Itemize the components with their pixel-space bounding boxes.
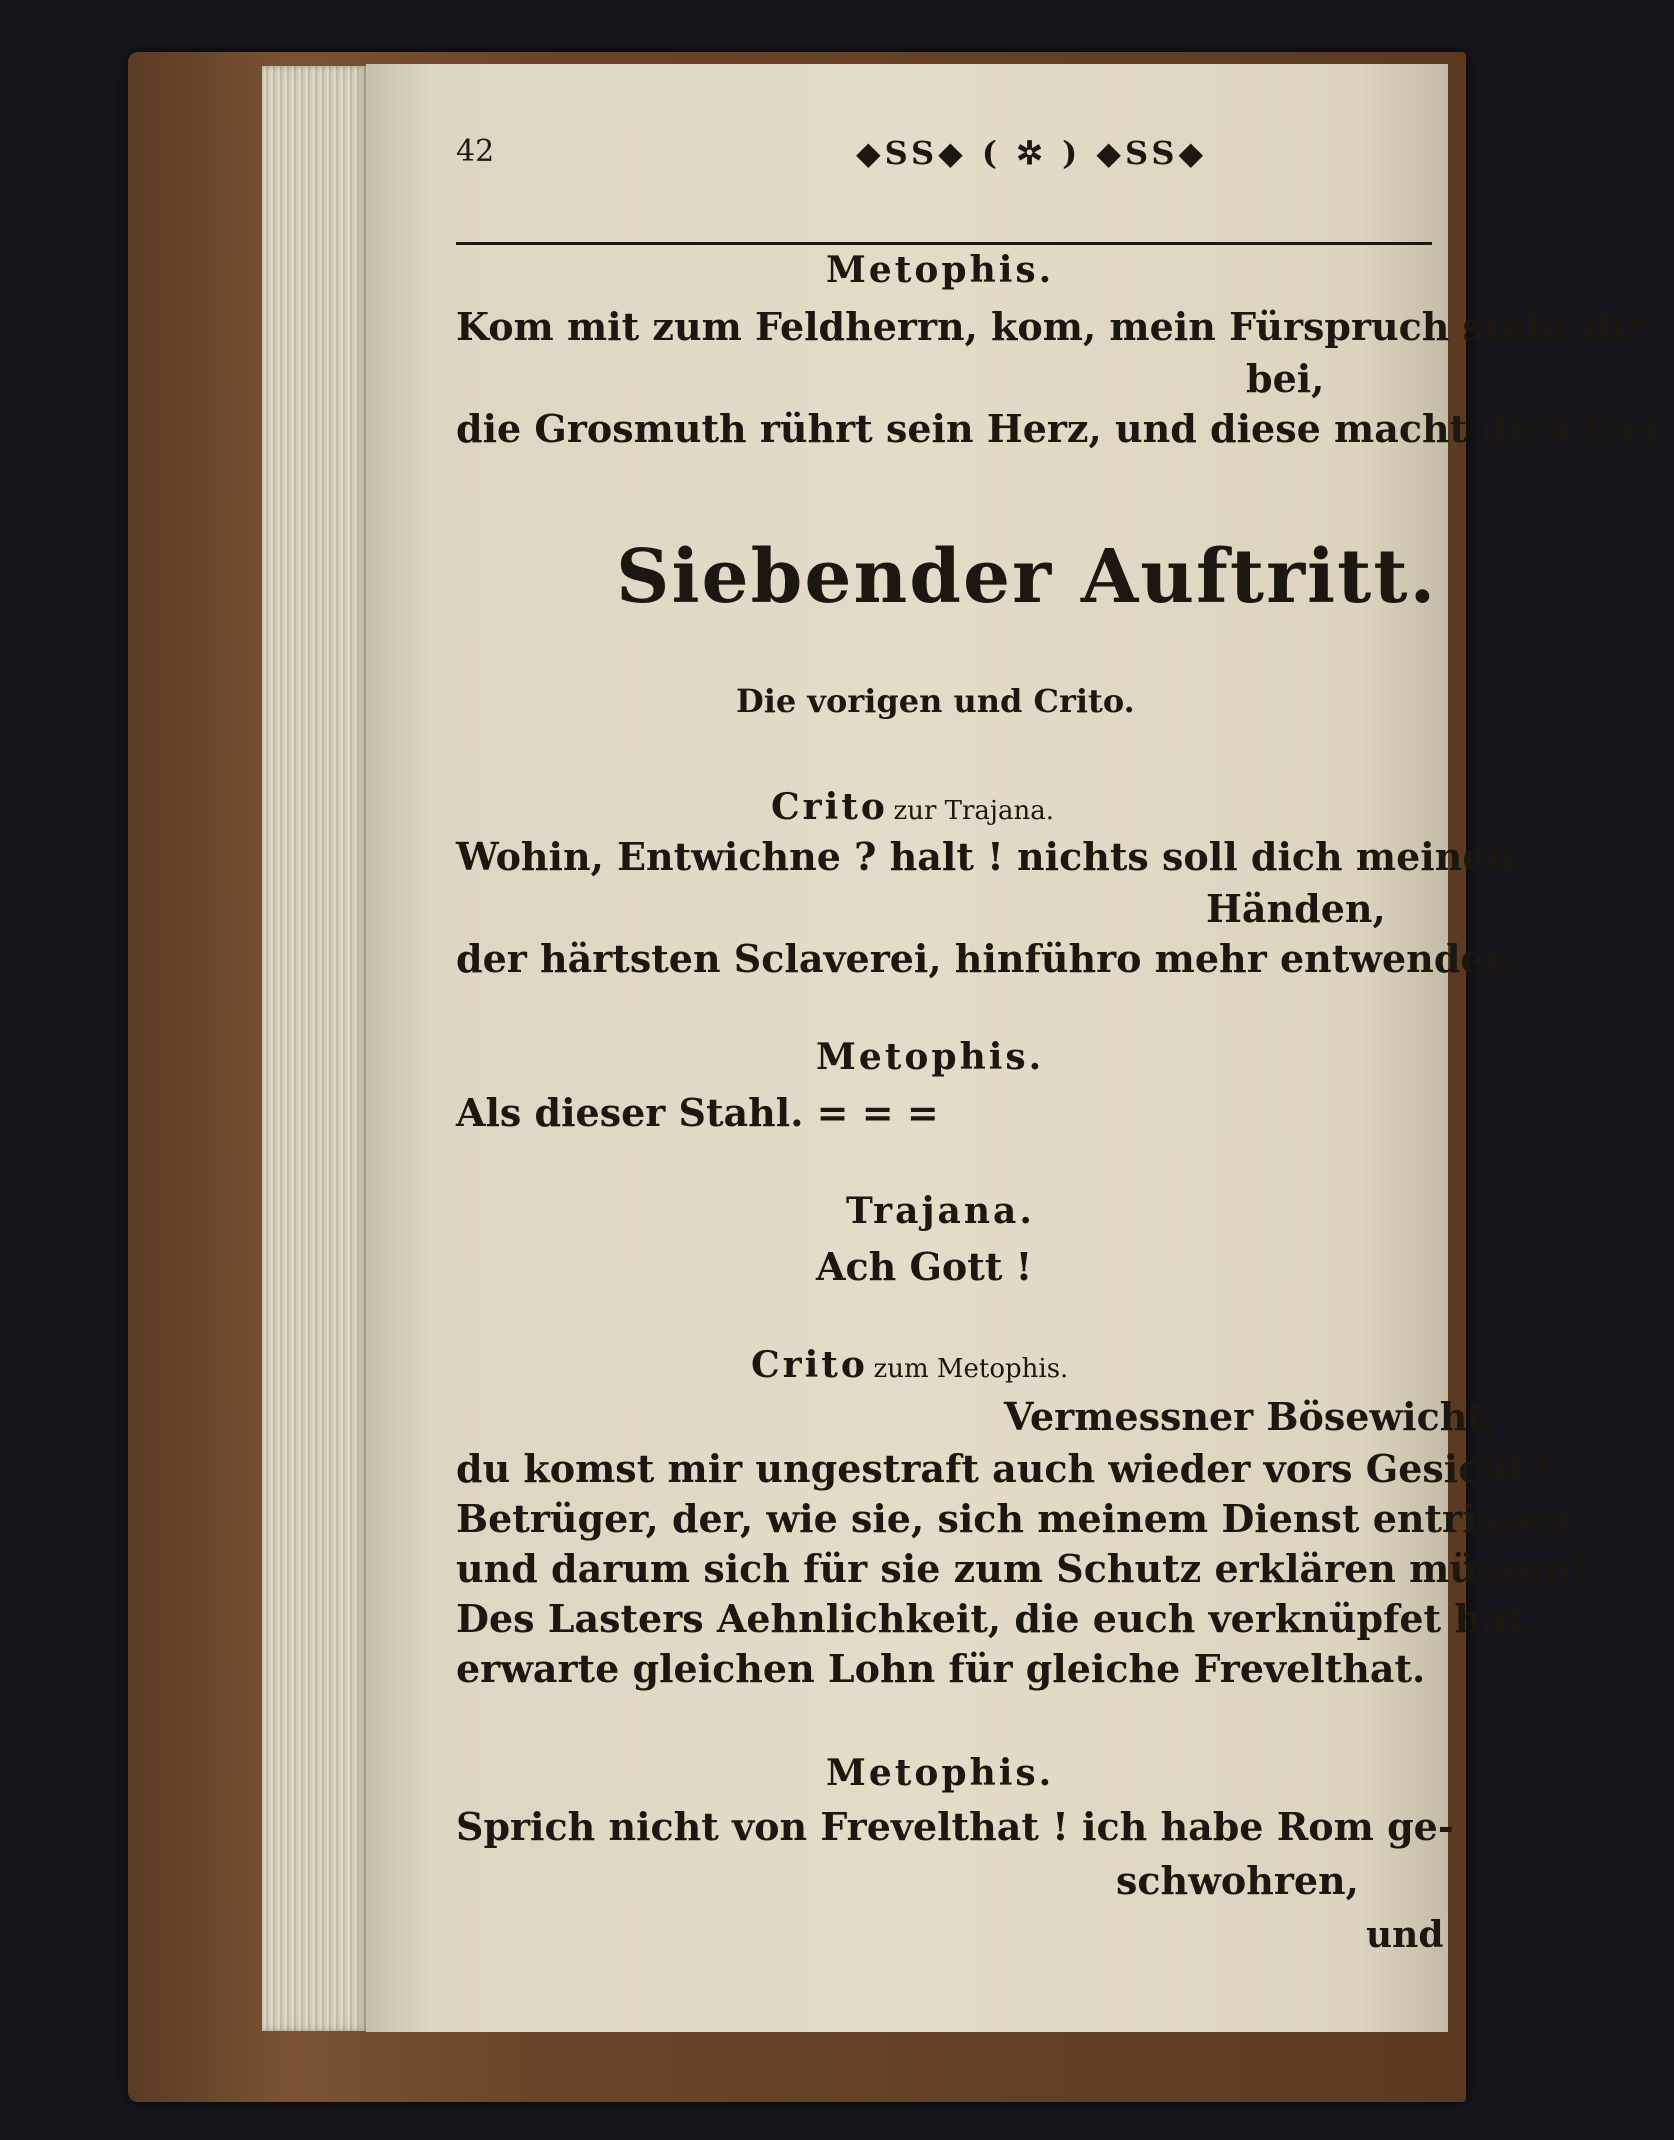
speaker-line	[771, 786, 1054, 828]
verse-line: erwarte gleichen Lohn für gleiche Frevelthat.	[456, 1646, 1426, 1691]
verse-line: die Grosmuth rührt sein Herz, und diese macht dich frei.	[456, 406, 1674, 451]
verse-line: Händen,	[1206, 886, 1386, 931]
speaker-name: Trajana.	[846, 1190, 1035, 1232]
page-number: 42	[456, 134, 495, 169]
scene-heading: Siebender Auftritt.	[616, 534, 1438, 620]
speaker-line	[751, 1344, 1068, 1386]
verse-line: Betrüger, der, wie sie, sich meinem Dienst entrissen,	[456, 1496, 1585, 1541]
speaker-direction: zum Metophis.	[873, 1354, 1069, 1384]
speaker-name: Metophis.	[816, 1036, 1045, 1078]
verse-line: Als dieser Stahl. = = =	[456, 1090, 939, 1135]
verse-line: Wohin, Entwichne ? halt ! nichts soll dich meinen	[456, 834, 1515, 879]
verse-line: der härtsten Sclaverei, hinführo mehr entwenden.	[456, 936, 1526, 981]
page-edges	[262, 66, 367, 2031]
stage-direction: Die vorigen und Crito.	[736, 682, 1135, 720]
header-ornament: ◆SS◆ ( ✲ ) ◆SS◆	[856, 134, 1208, 172]
verse-line: Des Lasters Aehnlichkeit, die euch verknüpfet hat,	[456, 1596, 1538, 1641]
verse-line: Kom mit zum Feldherrn, kom, mein Fürspruch steht dir	[456, 304, 1646, 349]
verse-line: Ach Gott !	[816, 1244, 1033, 1289]
speaker-name: Crito	[751, 1344, 868, 1386]
header-rule	[456, 242, 1432, 245]
book-page	[366, 64, 1674, 2032]
verse-line: bei,	[1246, 356, 1325, 401]
verse-line: du komst mir ungestraft auch wieder vors Gesicht?	[456, 1446, 1549, 1491]
speaker-name: Metophis.	[826, 1752, 1055, 1794]
verse-line: und darum sich für sie zum Schutz erklären müssen!	[456, 1546, 1589, 1591]
verse-line: Sprich nicht von Frevelthat ! ich habe Rom ge-	[456, 1804, 1454, 1849]
speaker-name: Crito	[771, 786, 888, 828]
page-header	[456, 134, 1436, 194]
speaker-name: Metophis.	[826, 249, 1055, 291]
verse-line: Vermessner Bösewicht,	[1004, 1394, 1499, 1439]
verse-line: schwohren,	[1116, 1858, 1359, 1903]
catchword: und	[1366, 1914, 1444, 1956]
speaker-direction: zur Trajana.	[893, 796, 1054, 826]
